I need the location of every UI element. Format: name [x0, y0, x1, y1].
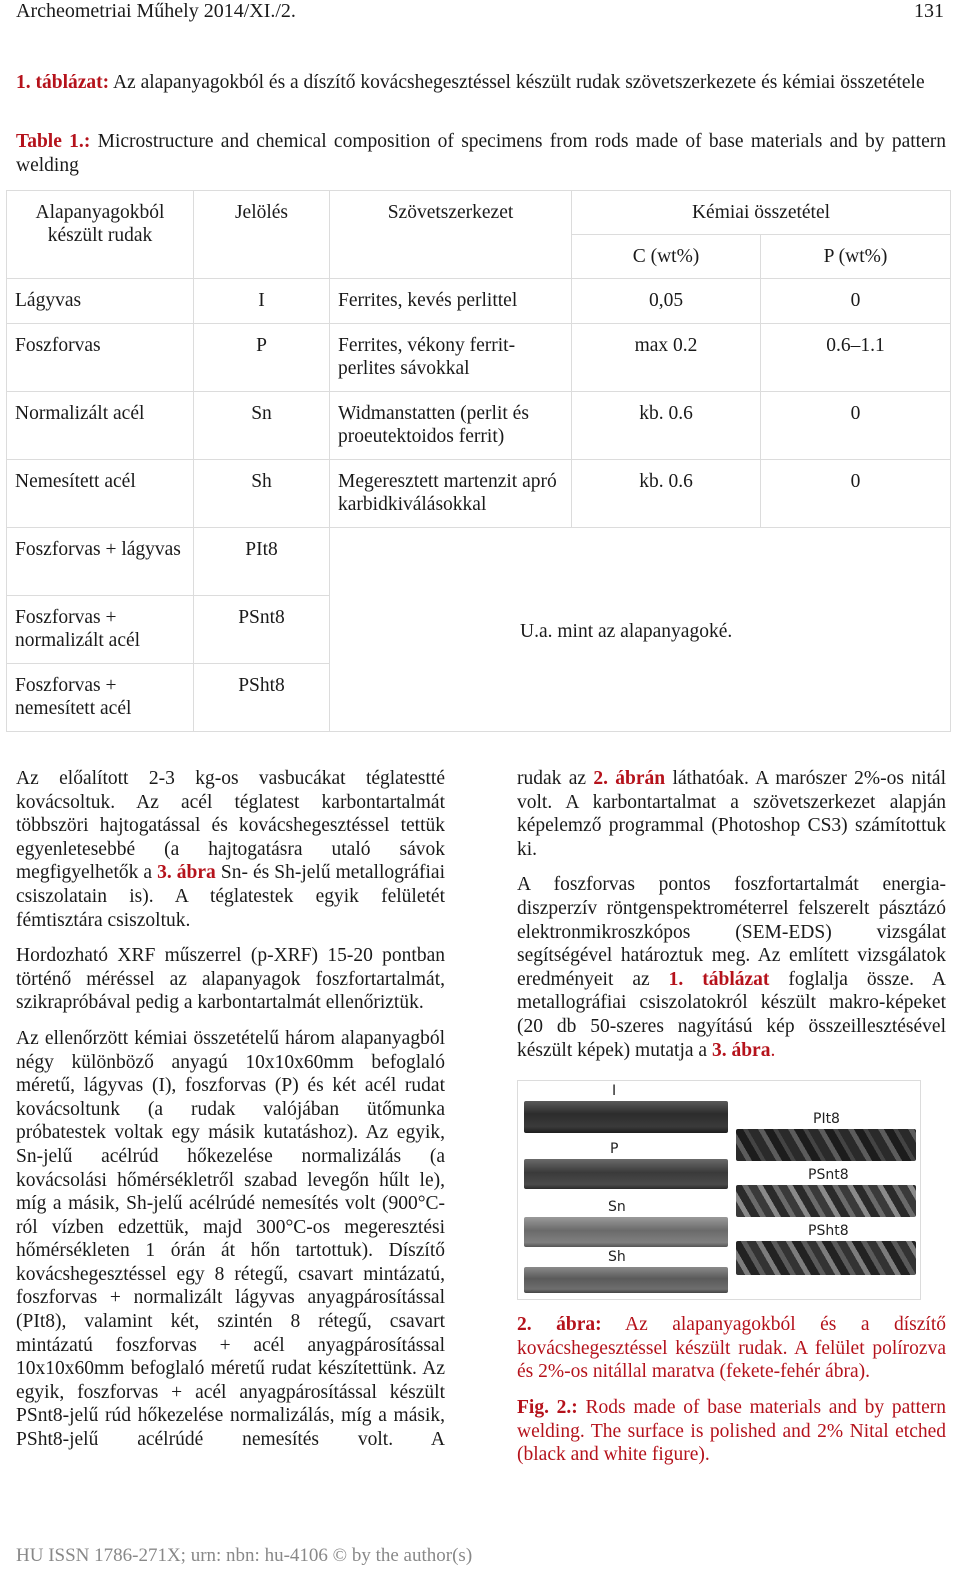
- cell-mark: PIt8: [194, 528, 330, 596]
- left-paragraph-2: Hordozható XRF műszerrel (p-XRF) 15-20 pontban történő méréssel az alapanyagok foszfortartalmát, szikrapróbával pedig a karbontartalmát ellenőriztük.: [16, 945, 445, 1014]
- rods-photo: [517, 1080, 921, 1300]
- cell-name: Nemesített acél: [7, 460, 194, 528]
- text-run: Az előalított 2-3 kg-os vasbucákat téglatestté kovácsoltuk. Az acél téglatest karbontartalmát többszöri hajtogatással és kovácshegesztéssel tettük egyenletesebbé (a hajtogatásra utaló sávok megfigyelhetők a: [16, 768, 445, 884]
- cell-carbon: max 0.2: [572, 324, 761, 392]
- cell-carbon: kb. 0.6: [572, 392, 761, 460]
- cell-mark: PSnt8: [194, 596, 330, 664]
- table-caption-en-text: Microstructure and chemical composition of specimens from rods made of base materials and by pattern welding: [16, 131, 946, 176]
- left-paragraph-1: [16, 767, 445, 932]
- header-rods: Alapanyagokból készült rudak: [7, 191, 194, 279]
- cell-name: Foszforvas + nemesített acél: [7, 664, 194, 732]
- cell-structure: Megeresztett martenzit apró karbidkiválásokkal: [330, 460, 572, 528]
- header-structure: Szövetszerkezet: [330, 191, 572, 279]
- cell-name: Lágyvas: [7, 279, 194, 324]
- figure-caption-en: [517, 1396, 946, 1467]
- rod-label-i: I: [612, 1083, 617, 1099]
- rod-label-sn: Sn: [608, 1199, 626, 1215]
- cell-mark: Sh: [194, 460, 330, 528]
- rod-p: [524, 1159, 728, 1189]
- rod-psht8: [736, 1241, 916, 1275]
- left-column: [16, 767, 445, 1464]
- text-run: Rods made of base materials and by pattern welding. The surface is polished and 2% Nital etched (black and white figure).: [517, 1397, 947, 1466]
- cell-name: Foszforvas + normalizált acél: [7, 596, 194, 664]
- header-mark: Jelölés: [194, 191, 330, 279]
- cell-merged-note: U.a. mint az alapanyagoké.: [330, 528, 951, 732]
- rod-sn: [524, 1217, 728, 1247]
- left-paragraph-3: Az ellenőrzött kémiai összetételű három alapanyagból négy különböző anyagú 10x10x60mm befoglaló méretű, lágyvas (I), foszforvas (P) és két acél rudat kovácsoltunk (a rudak valójában ütőmunka próbatestek voltak egy másik kutatáshoz). Az egyik, Sn-jelű acélrúd hőkezelése normalizálás (a kovácsolási hőmérsékletről szabad levegőn hűlt le), míg a másik, Sh-jelű acélrúdé nemesítés volt (900°C-ról vízben edzettük, majd 300°C-os megeresztési hőmérsékleten 1 órán át hőn tartottuk). Díszítő kovácshegesztéssel egy 8 rétegű, csavart mintázatú, foszforvas + normalizált lágyvas anyagpárosítással (PIt8), valamint két, szintén 8 rétegű, csavart mintázatú foszforvas + acél anyagpárosítással 10x10x60mm befoglaló méretű rudat készítettünk. Az egyik, foszforvas + acél anyagpárosítással készült PSnt8-jelű rúd hőkezelése normalizálás, míg a másik, PSht8-jelű acélrúdé nemesítés volt. A: [16, 1027, 445, 1451]
- footer-issn: HU ISSN 1786-271X; urn: nbn: hu-4106 © by the author(s): [16, 1545, 473, 1566]
- rod-label-psnt8: PSnt8: [808, 1167, 849, 1183]
- figure-ref: 3. ábra: [711, 1039, 771, 1061]
- figure-ref: 2. ábrán: [593, 768, 666, 789]
- cell-structure: Ferrites, vékony ferrit-perlites sávokkal: [330, 324, 572, 392]
- table-ref: 1. táblázat: [668, 968, 770, 990]
- cell-structure: Widmanstatten (perlit és proeutektoidos ferrit): [330, 392, 572, 460]
- text-run: rudak az: [517, 768, 587, 789]
- table-row: [7, 279, 951, 324]
- table-caption-en: [16, 130, 946, 178]
- cell-phosphorus: 0: [761, 279, 951, 324]
- cell-mark: Sn: [194, 392, 330, 460]
- table-row: [7, 324, 951, 392]
- figure-caption-hu-label: 2. ábra:: [517, 1314, 602, 1335]
- text-run: .: [770, 1039, 776, 1061]
- table-caption-hu-label: 1. táblázat:: [16, 72, 110, 93]
- text-run: láthatóak. A marószer 2%-os nitál volt. A karbontartalmat a szövetszerkezet alapján képelemző programmal (Photoshop CS3) számítottuk ki.: [517, 768, 946, 860]
- text-run: A foszforvas pontos foszfortartalmát energia-diszperzív röntgenspektrométerrel felszerelt pásztázó elektronmikroszkópos (SEM-EDS) vizsgálat segítségével határoztuk meg. Az említett vizsgálatok eredményeit az: [517, 874, 946, 990]
- cell-structure: Ferrites, kevés perlittel: [330, 279, 572, 324]
- cell-name: Foszforvas: [7, 324, 194, 392]
- page-number: 131: [914, 0, 944, 22]
- figure-caption-hu: [517, 1313, 946, 1384]
- header-carbon: C (wt%): [572, 235, 761, 279]
- rod-label-p: P: [610, 1141, 619, 1157]
- figure-caption-hu-text: [517, 1313, 946, 1384]
- cell-carbon: kb. 0.6: [572, 460, 761, 528]
- text-run: Sn- és Sh-jelű metallográfiai csiszolatain is). A téglatestek egyik felületét fémtisztára csiszoltuk.: [16, 862, 445, 931]
- text-run: Az alapanyagokból és a díszítő kovácshegesztéssel készült rudak. A felület polírozva és 2%-os nitállal maratva (fekete-fehér ábra).: [517, 1314, 946, 1383]
- figure-caption-en-text: [517, 1396, 946, 1467]
- table-row: [7, 460, 951, 528]
- figure-caption-en-label: Fig. 2.:: [517, 1397, 578, 1418]
- cell-name: Normalizált acél: [7, 392, 194, 460]
- composition-table: [6, 190, 951, 732]
- figure-ref: 3. ábra: [157, 862, 216, 884]
- cell-carbon: 0,05: [572, 279, 761, 324]
- right-column: [517, 767, 946, 1074]
- journal-title: Archeometriai Műhely 2014/XI./2.: [16, 0, 296, 22]
- table-caption-en-label: Table 1.: [16, 131, 84, 152]
- table-caption-hu: [16, 71, 946, 95]
- text-run: foglalja össze. A metallográfiai csiszolatokról készült makro-képeket (20 db 50-szeres nagyítású kép összeillesztésével készült képek) mutatja a: [517, 968, 947, 1061]
- right-paragraph-2: [517, 873, 946, 1062]
- rod-pit8: [736, 1129, 916, 1161]
- rod-i: [524, 1101, 728, 1133]
- cell-phosphorus: 0.6–1.1: [761, 324, 951, 392]
- rod-label-sh: Sh: [608, 1249, 626, 1265]
- rod-psnt8: [736, 1185, 916, 1217]
- table-caption-en-colon: :: [83, 131, 91, 152]
- header-phosphorus: P (wt%): [761, 235, 951, 279]
- cell-mark: I: [194, 279, 330, 324]
- cell-name: Foszforvas + lágyvas: [7, 528, 194, 596]
- table-row: [7, 392, 951, 460]
- cell-mark: PSht8: [194, 664, 330, 732]
- header-chemistry: Kémiai összetétel: [572, 191, 951, 235]
- cell-mark: P: [194, 324, 330, 392]
- rod-sh: [524, 1267, 728, 1293]
- rod-label-pit8: PIt8: [813, 1111, 840, 1127]
- cell-phosphorus: 0: [761, 392, 951, 460]
- table-row: [7, 528, 951, 596]
- table-caption-hu-text: Az alapanyagokból és a díszítő kovácshegesztéssel készült rudak szövetszerkezete és kémiai összetétele: [112, 72, 925, 93]
- right-paragraph-1: [517, 767, 946, 861]
- rod-label-psht8: PSht8: [808, 1223, 849, 1239]
- cell-phosphorus: 0: [761, 460, 951, 528]
